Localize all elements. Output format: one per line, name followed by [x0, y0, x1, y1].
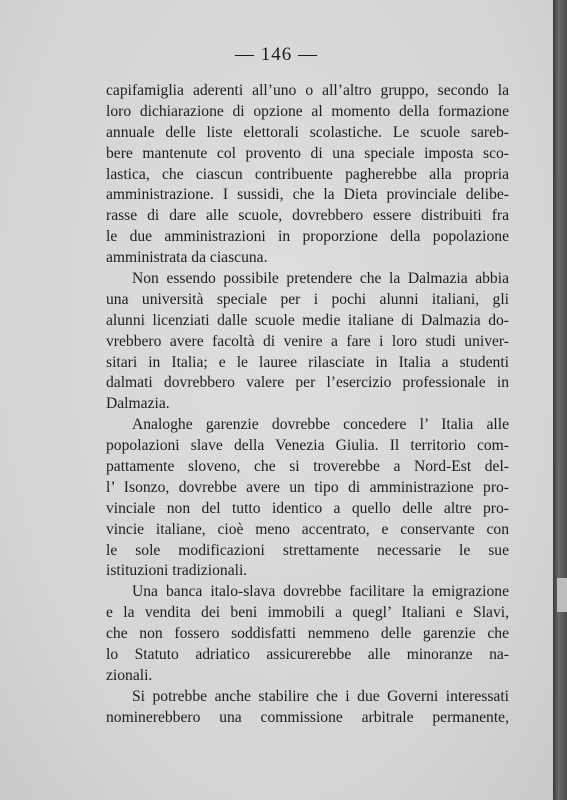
- text-line: Una banca italo-slava dovrebbe facilitare la emigrazione: [132, 583, 509, 601]
- text-line: annuale delle liste elettorali scolastiche. Le scuole sareb-: [106, 123, 509, 141]
- text-line: vrebbero avere facoltà di venire a fare i loro studi univer-: [106, 332, 509, 350]
- text-line: lastica, che ciascun contribuente pagherebbe alla propria: [106, 165, 509, 183]
- text-line: Dalmazia.: [106, 395, 170, 413]
- text-line: alunni licenziati dalle scuole medie italiane di Dalmazia do-: [106, 311, 509, 329]
- text-line: capifamiglia aderenti all’uno o all’altro gruppo, secondo la: [106, 82, 509, 99]
- text-line: che non fossero soddisfatti nemmeno delle garenzie che: [106, 625, 509, 643]
- text-line: pattamente sloveno, che si troverebbe a Nord-Est del-: [106, 458, 509, 476]
- text-line: zionali.: [106, 666, 153, 684]
- text-line: Analoghe garenzie dovrebbe concedere l’ Italia alle: [132, 416, 509, 434]
- text-line: le sole modificazioni strettamente necessarie le sue: [106, 541, 509, 559]
- text-line: Si potrebbe anche stabilire che i due Governi interessati: [132, 687, 509, 705]
- text-line: rasse di dare alle scuole, dovrebbero essere distribuiti fra: [106, 207, 509, 225]
- text-line: bere mantenute col provento di una speciale imposta sco-: [106, 144, 509, 162]
- text-line: vinciale non del tutto identico a quello delle altre pro-: [106, 499, 509, 517]
- text-line: dalmati dovrebbero valere per l’esercizio professionale in: [106, 374, 509, 392]
- text-line: una università speciale per i pochi alunni italiani, gli: [106, 290, 509, 308]
- text-line: Non essendo possibile pretendere che la Dalmazia abbia: [132, 270, 509, 288]
- text-line: l’ Isonzo, dovrebbe avere un tipo di amministrazione pro-: [106, 478, 509, 496]
- text-line: vincie italiane, cioè meno accentrato, e conservante con: [106, 520, 509, 538]
- page-edge-tab: [557, 578, 567, 612]
- body-text: [106, 81, 509, 729]
- text-line: sitari in Italia; e le lauree rilasciate in Italia a studenti: [106, 353, 509, 371]
- text-line: e la vendita dei beni immobili a quegl’ Italiani e Slavi,: [106, 604, 509, 622]
- text-line: amministrata da ciascuna.: [106, 249, 268, 267]
- page-edge: [553, 0, 567, 800]
- text-line: istituzioni tradizionali.: [106, 562, 248, 580]
- text-line: lo Statuto adriatico assicurerebbe alle minoranze na-: [106, 646, 509, 664]
- text-line: le due amministrazioni in proporzione della popolazione: [106, 228, 509, 246]
- text-line: loro dichiarazione di opzione al momento della formazione: [106, 102, 509, 120]
- page-number: — 146 —: [235, 44, 318, 65]
- text-line: amministrazione. I sussidi, che la Dieta provinciale delibe-: [106, 186, 509, 204]
- text-line: nominerebbero una commissione arbitrale permanente,: [106, 708, 509, 726]
- text-line: popolazioni slave della Venezia Giulia. Il territorio com-: [106, 437, 509, 455]
